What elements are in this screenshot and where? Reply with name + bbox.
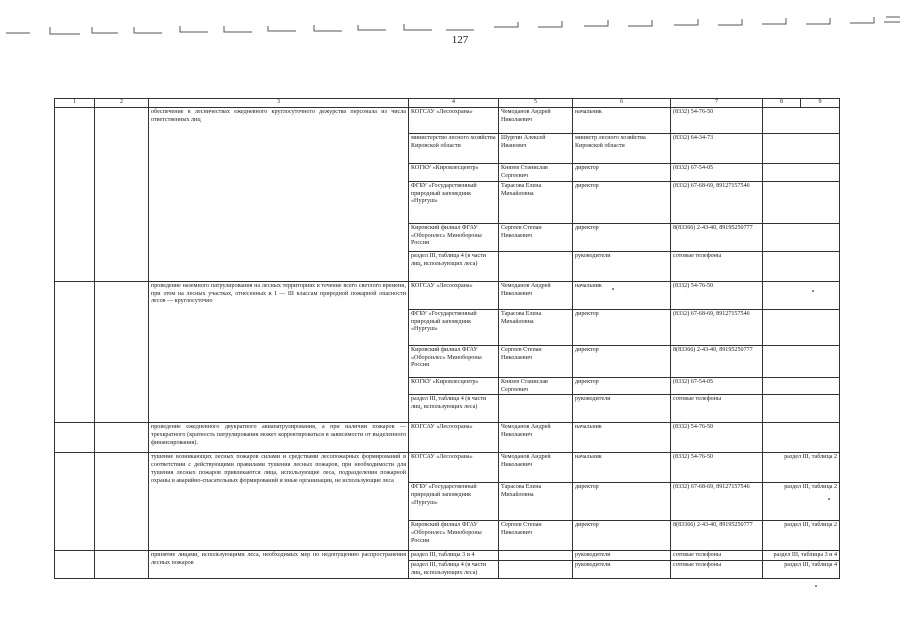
position-cell: руководители: [573, 551, 671, 561]
reference-cell: раздел III, таблица 2: [763, 453, 840, 483]
reference-cell: раздел III, таблицы 3 и 4: [763, 551, 840, 561]
table-row: [55, 423, 840, 453]
reference-cell: раздел III, таблица 2: [763, 483, 840, 521]
person-name-cell: [499, 395, 573, 423]
activity-cell: тушение возникающих лесных пожаров силами и средствами лесопожарных формирований в соответствии с действующими правилами тушения лесных пожаров, при необходимости для тушения лесных пожаров привлекаются лица, использующие леса, подразделения пожарной охраны и аварийно-спасательных формирований и иные организации, не использующие леса: [149, 453, 409, 551]
person-name-cell: Чемоданов Андрей Николаевич: [499, 423, 573, 453]
person-name-cell: [499, 551, 573, 561]
reference-cell: [763, 107, 840, 133]
scan-speck: [828, 498, 830, 500]
column-header-9: 9: [801, 99, 840, 108]
organization-cell: КОГСАУ «Лесоохрана»: [409, 423, 499, 453]
cell-col1: [55, 551, 95, 579]
cell-col1: [55, 281, 95, 423]
table-row: [55, 107, 840, 133]
position-cell: начальник: [573, 423, 671, 453]
activity-cell: обеспечение в лесничествах ежедневного круглосуточного дежурства персонала из числа ответственных лиц: [149, 107, 409, 281]
organization-cell: раздел III, таблица 4 (в части лиц, использующих леса): [409, 561, 499, 579]
position-cell: директор: [573, 223, 671, 251]
column-header-2: 2: [95, 99, 149, 108]
cell-col1: [55, 423, 95, 453]
column-header-5: 5: [499, 99, 573, 108]
organization-cell: Кировский филиал ФГАУ «Оборонлес» Минобороны России: [409, 345, 499, 377]
scan-speck: [612, 288, 614, 290]
reference-cell: [763, 133, 840, 163]
phone-cell: 8(83366) 2-43-40, 89195250777: [671, 521, 763, 551]
table-row: [55, 551, 840, 561]
reference-cell: [763, 345, 840, 377]
phone-cell: (8332) 67-54-05: [671, 377, 763, 395]
organization-cell: ФГБУ «Государственный природный заповедник «Нургуш»: [409, 181, 499, 223]
person-name-cell: Чемоданов Андрей Николаевич: [499, 281, 573, 309]
reference-cell: раздел III, таблица 2: [763, 521, 840, 551]
person-name-cell: Сергеев Степан Николаевич: [499, 345, 573, 377]
reference-cell: [763, 395, 840, 423]
person-name-cell: Князев Станислав Сергеевич: [499, 377, 573, 395]
phone-cell: сотовые телефоны: [671, 395, 763, 423]
organization-cell: раздел III, таблица 4 (в части лиц, использующих леса): [409, 395, 499, 423]
person-name-cell: [499, 561, 573, 579]
phone-cell: (8332) 54-76-50: [671, 423, 763, 453]
reference-cell: [763, 281, 840, 309]
column-header-3: 3: [149, 99, 409, 108]
table-row: [55, 453, 840, 483]
cell-col2: [95, 453, 149, 551]
phone-cell: сотовые телефоны: [671, 551, 763, 561]
scan-speck: [812, 290, 814, 292]
person-name-cell: Тарасова Елена Михайловна: [499, 483, 573, 521]
organization-cell: КОГКУ «Кировлесцентр»: [409, 377, 499, 395]
organization-cell: ФГБУ «Государственный природный заповедник «Нургуш»: [409, 309, 499, 345]
position-cell: начальник: [573, 107, 671, 133]
header-row: [55, 99, 840, 108]
position-cell: начальник: [573, 453, 671, 483]
phone-cell: (8332) 67-68-69, 89127157546: [671, 483, 763, 521]
column-header-8: 8: [763, 99, 801, 108]
organization-cell: КОГСАУ «Лесоохрана»: [409, 453, 499, 483]
phone-cell: (8332) 67-68-69, 89127157546: [671, 309, 763, 345]
column-header-7: 7: [671, 99, 763, 108]
phone-cell: (8332) 54-76-50: [671, 281, 763, 309]
reference-cell: [763, 181, 840, 223]
person-name-cell: [499, 251, 573, 281]
reference-cell: раздел III, таблица 4: [763, 561, 840, 579]
position-cell: руководители: [573, 395, 671, 423]
organization-cell: министерство лесного хозяйства Кировской области: [409, 133, 499, 163]
phone-cell: сотовые телефоны: [671, 251, 763, 281]
person-name-cell: Сергеев Степан Николаевич: [499, 521, 573, 551]
organization-cell: Кировский филиал ФГАУ «Оборонлес» Минобороны России: [409, 223, 499, 251]
cell-col2: [95, 281, 149, 423]
phone-cell: (8332) 54-76-50: [671, 453, 763, 483]
organization-cell: раздел III, таблица 4 (в части лиц, использующих леса): [409, 251, 499, 281]
position-cell: директор: [573, 345, 671, 377]
cell-col1: [55, 453, 95, 551]
reference-cell: [763, 223, 840, 251]
phone-cell: (8332) 64-34-73: [671, 133, 763, 163]
organization-cell: ФГБУ «Государственный природный заповедник «Нургуш»: [409, 483, 499, 521]
cell-col2: [95, 423, 149, 453]
organization-cell: КОГСАУ «Лесоохрана»: [409, 281, 499, 309]
person-name-cell: Князев Станислав Сергеевич: [499, 163, 573, 181]
cell-col2: [95, 551, 149, 579]
phone-cell: (8332) 54-76-50: [671, 107, 763, 133]
organization-cell: Кировский филиал ФГАУ «Оборонлес» Минобороны России: [409, 521, 499, 551]
phone-cell: 8(83366) 2-43-40, 89195250777: [671, 223, 763, 251]
phone-cell: (8332) 67-68-69, 89127157546: [671, 181, 763, 223]
scan-speck: [815, 585, 817, 587]
column-header-6: 6: [573, 99, 671, 108]
phone-cell: сотовые телефоны: [671, 561, 763, 579]
position-cell: начальник: [573, 281, 671, 309]
document-table: [54, 98, 840, 579]
position-cell: руководители: [573, 251, 671, 281]
reference-cell: [763, 309, 840, 345]
position-cell: директор: [573, 163, 671, 181]
phone-cell: (8332) 67-54-05: [671, 163, 763, 181]
position-cell: директор: [573, 521, 671, 551]
position-cell: директор: [573, 377, 671, 395]
organization-cell: КОГКУ «Кировлесцентр»: [409, 163, 499, 181]
reference-cell: [763, 251, 840, 281]
reference-cell: [763, 377, 840, 395]
position-cell: директор: [573, 483, 671, 521]
position-cell: директор: [573, 181, 671, 223]
person-name-cell: Чемоданов Андрей Николаевич: [499, 453, 573, 483]
person-name-cell: Шургин Алексей Иванович: [499, 133, 573, 163]
cell-col2: [95, 107, 149, 281]
table-row: [55, 281, 840, 309]
reference-cell: [763, 423, 840, 453]
organization-cell: КОГСАУ «Лесоохрана»: [409, 107, 499, 133]
person-name-cell: Сергеев Степан Николаевич: [499, 223, 573, 251]
position-cell: руководители: [573, 561, 671, 579]
page-number: 127: [451, 34, 469, 46]
activity-cell: принятие лицами, использующими леса, необходимых мер по недопущению распространения лесных пожаров: [149, 551, 409, 579]
phone-cell: 8(83366) 2-43-40, 89195250777: [671, 345, 763, 377]
position-cell: директор: [573, 309, 671, 345]
activity-cell: проведение ежедневного двукратного авиапатрулирования, а при наличии пожаров — трехкратного (кратность патрулирования может корректироваться в зависимости от выделенного финансирования).: [149, 423, 409, 453]
column-header-4: 4: [409, 99, 499, 108]
activity-cell: проведение наземного патрулирования на лесных территориях в течение всего светлого времени, при этом на лесных участках, отнесенных к I — III классам природной пожарной опасности лесов — круглосуточно: [149, 281, 409, 423]
cell-col1: [55, 107, 95, 281]
position-cell: министр лесного хозяйства Кировской области: [573, 133, 671, 163]
column-header-1: 1: [55, 99, 95, 108]
organization-cell: раздел III, таблицы 3 и 4: [409, 551, 499, 561]
person-name-cell: Тарасова Елена Михайловна: [499, 309, 573, 345]
reference-cell: [763, 163, 840, 181]
person-name-cell: Тарасова Елена Михайловна: [499, 181, 573, 223]
person-name-cell: Чемоданов Андрей Николаевич: [499, 107, 573, 133]
